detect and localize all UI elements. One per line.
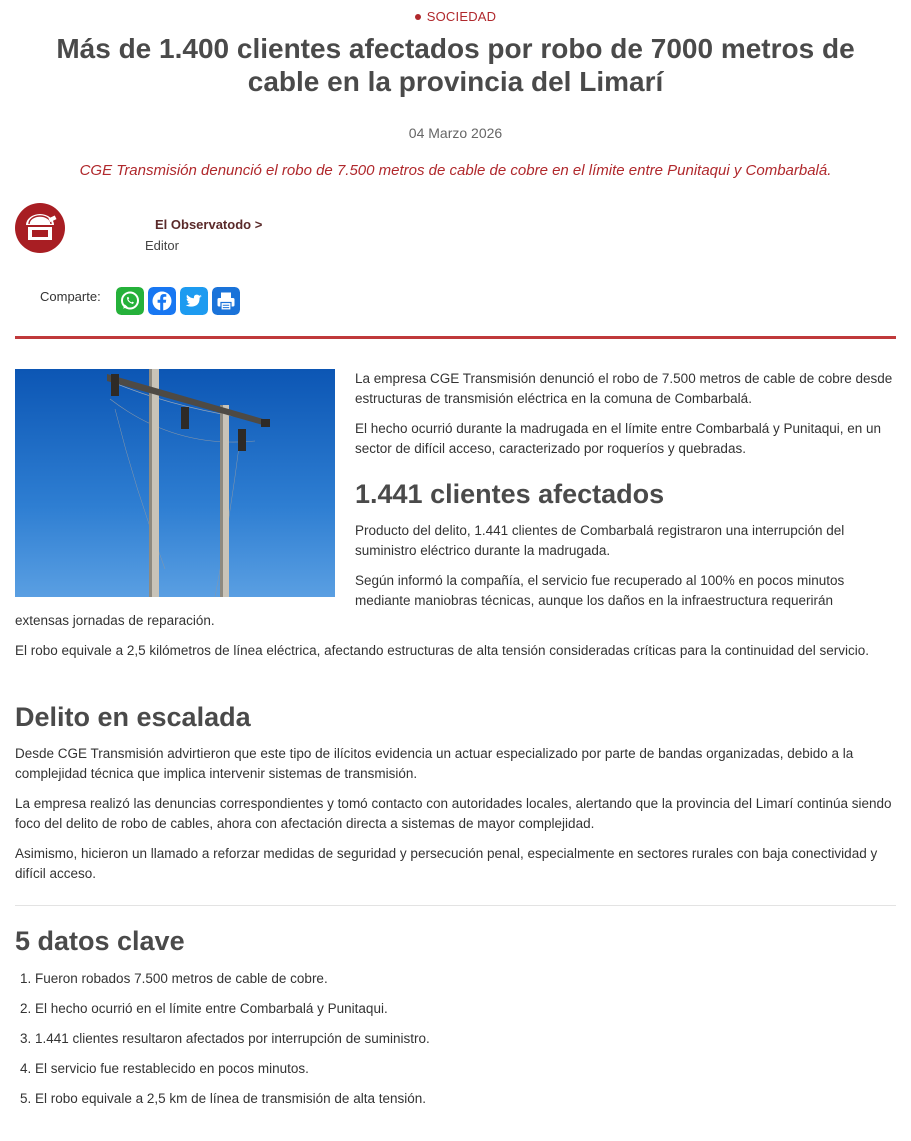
header-divider — [15, 336, 896, 339]
whatsapp-icon[interactable] — [116, 287, 144, 315]
author-link[interactable]: El Observatodo > — [155, 217, 263, 232]
observatory-logo-icon[interactable] — [15, 203, 65, 253]
article-title: Más de 1.400 clientes afectados por robo de 7000 metros de cable en la provincia del Limarí — [56, 33, 855, 97]
paragraph-4-continued: extensas jornadas de reparación. — [15, 613, 215, 628]
paragraph-5: El robo equivale a 2,5 kilómetros de línea eléctrica, afectando estructuras de alta tensión consideradas críticas para la continuidad del servicio. — [15, 643, 869, 658]
category-tag[interactable] — [0, 9, 911, 24]
paragraph-6: Desde CGE Transmisión advirtieron que este tipo de ilícitos evidencia un actuar especializado por parte de bandas organizadas, debido a la complejidad técnica que implica intervenir sistemas de transmisión. — [15, 746, 854, 781]
category-dot-icon — [415, 14, 421, 20]
facebook-icon[interactable] — [148, 287, 176, 315]
list-item: 1. Fueron robados 7.500 metros de cable de cobre. — [20, 971, 328, 986]
author-role: Editor — [145, 238, 179, 253]
section-divider — [15, 905, 896, 906]
list-item: 3. 1.441 clientes resultaron afectados por interrupción de suministro. — [20, 1031, 430, 1046]
heading-delito-en-escalada: Delito en escalada — [15, 702, 251, 732]
category-label[interactable]: SOCIEDAD — [426, 9, 497, 24]
paragraph-1: La empresa CGE Transmisión denunció el robo de 7.500 metros de cable de cobre desde estructuras de transmisión eléctrica en la comuna de Combarbalá. — [355, 371, 893, 406]
article-date: 04 Marzo 2026 — [408, 125, 503, 141]
paragraph-2: El hecho ocurrió durante la madrugada en el límite entre Combarbalá y Punitaqui, en un sector de difícil acceso, caracterizado por roqueríos y quebradas. — [355, 421, 882, 456]
share-label: Comparte: — [40, 289, 101, 304]
paragraph-7: La empresa realizó las denuncias correspondientes y tomó contacto con autoridades locales, alertando que la provincia del Limarí continúa siendo foco del delito de robo de cables, ahora con afectación directa a sistemas de mayor complejidad. — [15, 796, 892, 831]
power-line-photo — [15, 369, 335, 597]
heading-datos-clave: 5 datos clave — [15, 926, 185, 956]
paragraph-8: Asimismo, hicieron un llamado a reforzar medidas de seguridad y persecución penal, especialmente en sectores rurales con baja conectividad y difícil acceso. — [15, 846, 878, 881]
print-icon[interactable] — [212, 287, 240, 315]
list-item: 4. El servicio fue restablecido en pocos minutos. — [20, 1061, 309, 1076]
article-lead: CGE Transmisión denunció el robo de 7.500 metros de cable de cobre en el límite entre Punitaqui y Combarbalá. — [79, 162, 832, 179]
list-item: 2. El hecho ocurrió en el límite entre Combarbalá y Punitaqui. — [20, 1001, 388, 1016]
heading-clientes-afectados: 1.441 clientes afectados — [355, 479, 665, 509]
share-buttons — [116, 287, 240, 315]
key-facts-list — [20, 969, 430, 1119]
twitter-icon[interactable] — [180, 287, 208, 315]
paragraph-4: Según informó la compañía, el servicio fue recuperado al 100% en pocos minutos mediante maniobras técnicas, aunque los daños en la infraestructura requerirán — [355, 573, 845, 608]
paragraph-3: Producto del delito, 1.441 clientes de Combarbalá registraron una interrupción del suministro eléctrico durante la madrugada. — [355, 523, 845, 558]
list-item: 5. El robo equivale a 2,5 km de línea de transmisión de alta tensión. — [20, 1091, 426, 1106]
